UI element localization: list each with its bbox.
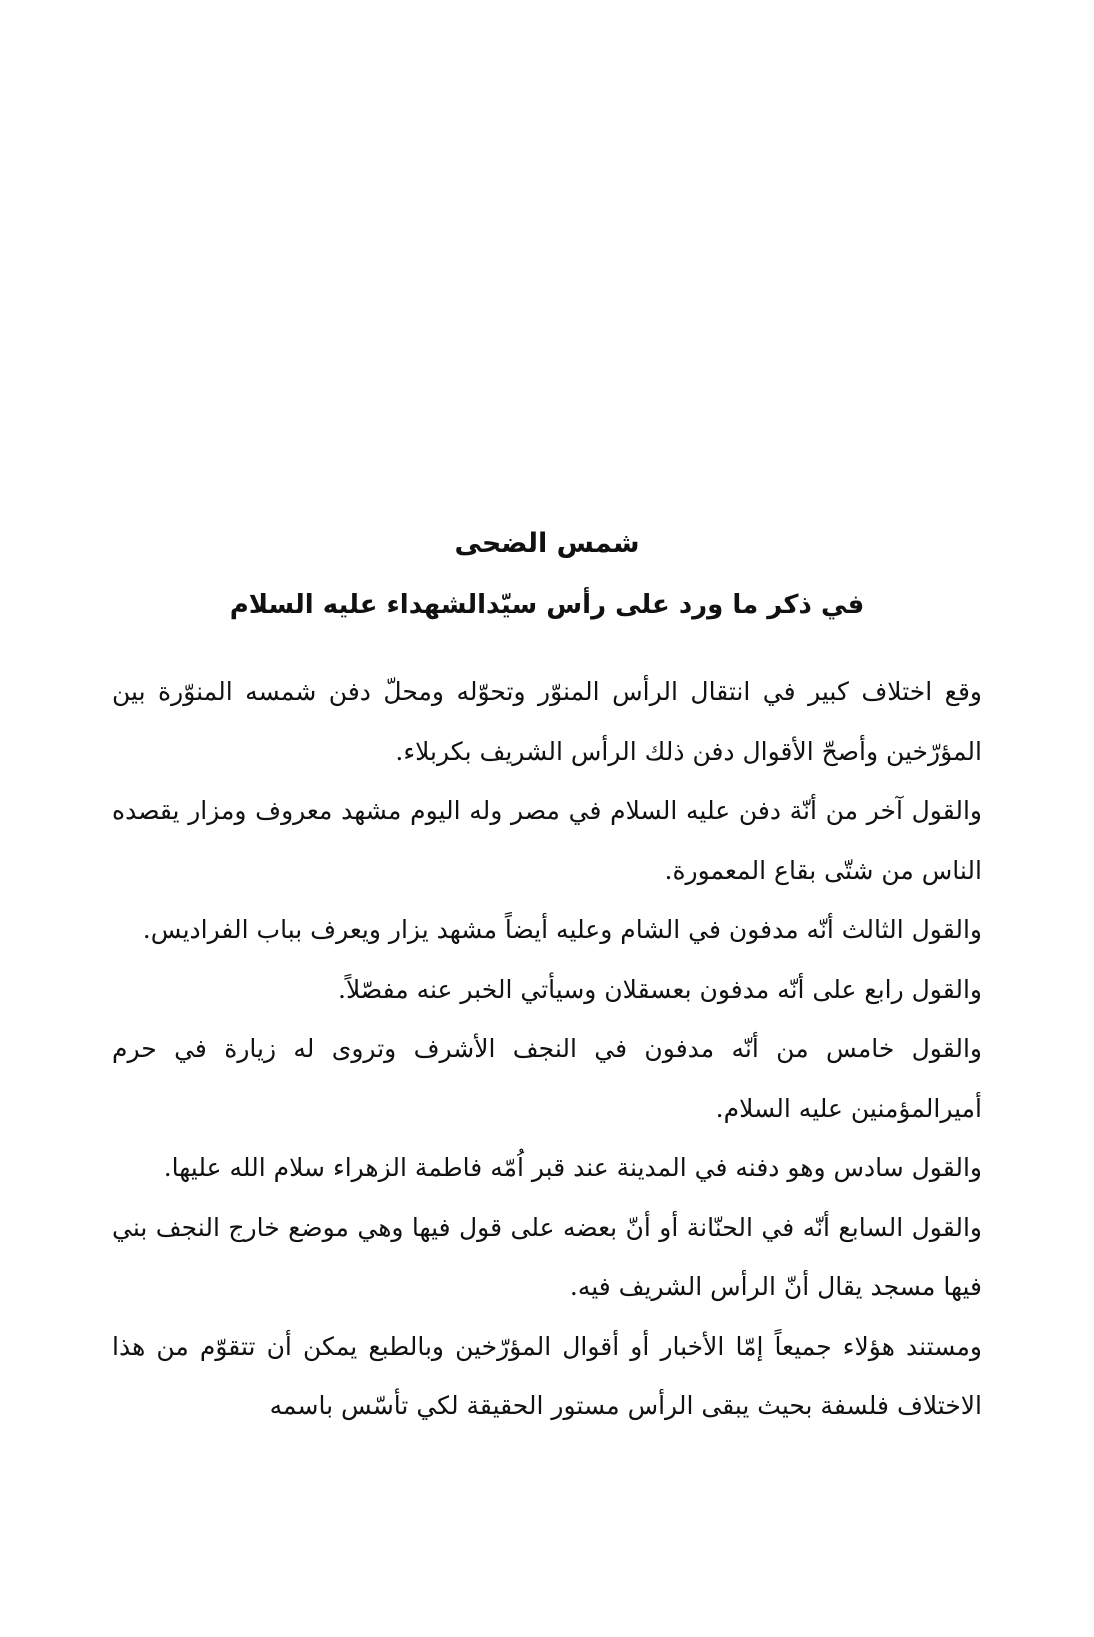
paragraph-6: والقول سادس وهو دفنه في المدينة عند قبر اُمّه فاطمة الزهراء سلام الله عليها. (163, 1153, 982, 1182)
paragraph-4: والقول رابع على أنّه مدفون بعسقلان وسيأتي الخبر عنه مفصّلاً. (338, 974, 982, 1004)
page-title: شمس الضحى (454, 528, 640, 559)
paragraph-2: والقول آخر من أنّة دفن عليه السلام في مصر وله اليوم مشهد معروف ومزار يقصده الناس من شتّى بقاع المعمورة. (112, 796, 982, 885)
paragraph-3: والقول الثالث أنّه مدفون في الشام وعليه أيضاً مشهد يزار ويعرف بباب الفراديس. (142, 915, 982, 944)
page-subtitle: في ذكر ما ورد على رأس سيّدالشهداء عليه السلام (229, 590, 865, 620)
paragraph-1: وقع اختلاف كبير في انتقال الرأس المنوّر وتحوّله ومحلّ دفن شمسه المنوّرة بين المؤرّخين وأصحّ الأقوال دفن ذلك الرأس الشريف بكربلاء. (112, 677, 982, 766)
paragraph-8: ومستند هؤلاء جميعاً إمّا الأخبار أو أقوال المؤرّخين وبالطبع يمكن أن تتقوّم من هذا الاختلاف فلسفة بحيث يبقى الرأس مستور الحقيقة لكي تأسّس باسمه (112, 1331, 982, 1420)
paragraph-7: والقول السابع أنّه في الحنّانة أو أنّ بعضه على قول فيها وهي موضع خارج النجف بني فيها مسجد يقال أنّ الرأس الشريف فيه. (112, 1212, 982, 1301)
body-text (112, 662, 982, 1436)
paragraph-5: والقول خامس من أنّه مدفون في النجف الأشرف وتروى له زيارة في حرم أميرالمؤمنين عليه السلام. (112, 1034, 982, 1123)
